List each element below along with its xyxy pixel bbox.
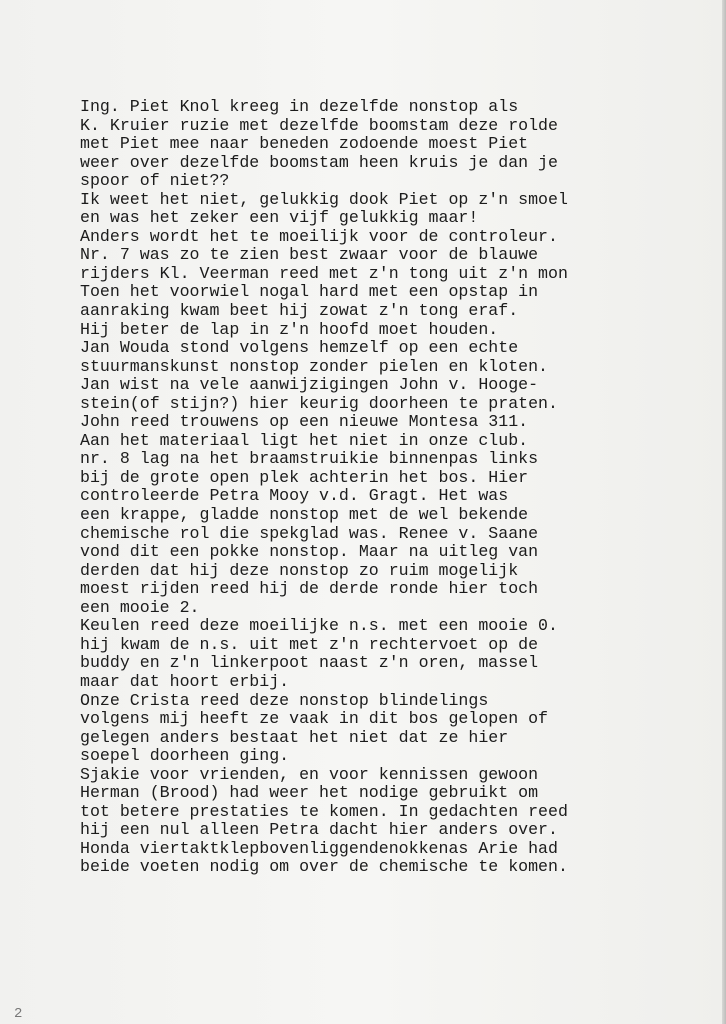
text-line: stuurmanskunst nonstop zonder pielen en kloten.: [80, 356, 549, 376]
text-line: buddy en z'n linkerpoot naast z'n oren, massel: [80, 653, 539, 673]
text-line: Jan wist na vele aanwijzigingen John v. Hooge-: [80, 375, 539, 395]
text-line: nr. 8 lag na het braamstruikie binnenpas links: [80, 449, 539, 469]
text-line: Ik weet het niet, gelukkig dook Piet op z'n smoel: [80, 189, 568, 209]
text-line: stein(of stijn?) hier keurig doorheen te praten.: [80, 393, 558, 413]
page-edge: [722, 0, 726, 1024]
text-line: controleerde Petra Mooy v.d. Gragt. Het was: [80, 486, 509, 506]
text-line: Keulen reed deze moeilijke n.s. met een mooie 0.: [80, 616, 558, 636]
text-line: met Piet mee naar beneden zodoende moest Piet: [80, 134, 529, 154]
text-line: Herman (Brood) had weer het nodige gebruikt om: [80, 783, 539, 803]
text-line: weer over dezelfde boomstam heen kruis je dan je: [80, 152, 558, 172]
text-line: K. Kruier ruzie met dezelfde boomstam deze rolde: [80, 115, 558, 135]
text-line: Anders wordt het te moeilijk voor de controleur.: [80, 226, 558, 246]
text-line: Ing. Piet Knol kreeg in dezelfde nonstop als: [80, 97, 519, 116]
text-line: rijders Kl. Veerman reed met z'n tong uit z'n mon: [80, 263, 568, 283]
text-line: beide voeten nodig om over de chemische te komen.: [80, 857, 568, 877]
text-line: hij kwam de n.s. uit met z'n rechtervoet op de: [80, 634, 539, 654]
text-line: een krappe, gladde nonstop met de wel bekende: [80, 505, 529, 525]
text-line: chemische rol die spekglad was. Renee v. Saane: [80, 523, 539, 543]
text-line: tot betere prestaties te komen. In gedachten reed: [80, 801, 568, 821]
text-line: John reed trouwens op een nieuwe Montesa 311.: [80, 412, 529, 432]
text-line: moest rijden reed hij de derde ronde hier toch: [80, 579, 539, 599]
text-line: spoor of niet??: [80, 171, 230, 191]
text-line: Nr. 7 was zo te zien best zwaar voor de blauwe: [80, 245, 539, 265]
text-line: Jan Wouda stond volgens hemzelf op een echte: [80, 338, 519, 358]
text-line: Honda viertaktklepbovenliggendenokkenas Arie had: [80, 838, 558, 858]
document-body-text: [80, 98, 716, 877]
text-line: maar dat hoort erbij.: [80, 671, 290, 691]
text-line: Onze Crista reed deze nonstop blindelings: [80, 690, 489, 710]
text-line: soepel doorheen ging.: [80, 746, 290, 766]
text-line: gelegen anders bestaat het niet dat ze hier: [80, 727, 509, 747]
text-line: hij een nul alleen Petra dacht hier anders over.: [80, 820, 558, 840]
text-line: een mooie 2.: [80, 597, 200, 617]
text-line: Aan het materiaal ligt het niet in onze club.: [80, 430, 529, 450]
text-line: vond dit een pokke nonstop. Maar na uitleg van: [80, 542, 539, 562]
text-line: Sjakie voor vrienden, en voor kennissen gewoon: [80, 764, 539, 784]
text-line: volgens mij heeft ze vaak in dit bos gelopen of: [80, 709, 549, 729]
text-line: en was het zeker een vijf gelukkig maar!: [80, 208, 479, 228]
text-line: derden dat hij deze nonstop zo ruim mogelijk: [80, 560, 519, 580]
text-line: bij de grote open plek achterin het bos. Hier: [80, 467, 529, 487]
page-mark: 2: [14, 1006, 23, 1022]
text-line: aanraking kwam beet hij zowat z'n tong eraf.: [80, 301, 519, 321]
text-line: Hij beter de lap in z'n hoofd moet houden.: [80, 319, 499, 339]
text-line: Toen het voorwiel nogal hard met een opstap in: [80, 282, 539, 302]
